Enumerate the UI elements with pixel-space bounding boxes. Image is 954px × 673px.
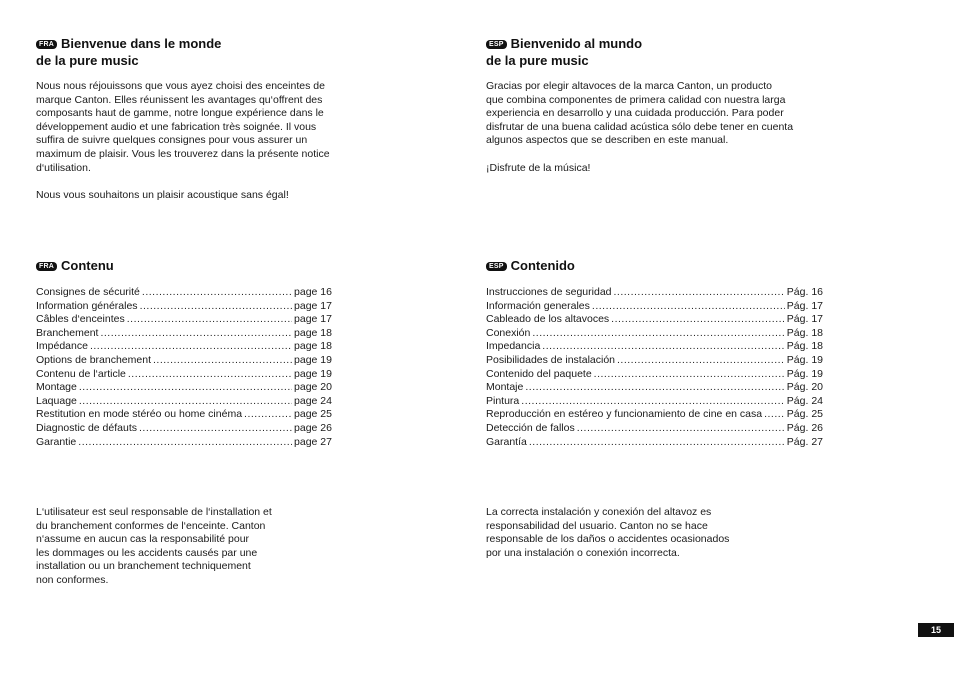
toc-entry-page: page 18 — [294, 340, 332, 353]
toc-dot-leader — [78, 436, 292, 450]
toc-entry — [36, 354, 332, 368]
toc-dot-leader — [617, 354, 785, 368]
toc-entry-page: page 17 — [294, 299, 332, 312]
toc-entry-title: Contenu de l‘article — [36, 367, 126, 380]
toc-entry — [486, 286, 823, 300]
toc-entry-title: Posibilidades de instalación — [486, 353, 615, 366]
toc-entry — [36, 300, 332, 314]
contents-title-fra: Contenu — [61, 258, 114, 273]
toc-dot-leader — [529, 436, 785, 450]
toc-entry — [486, 381, 823, 395]
toc-entry — [486, 300, 823, 314]
toc-dot-leader — [153, 354, 292, 368]
toc-entry-title: Branchement — [36, 326, 99, 339]
language-badge-esp: ESP — [486, 40, 507, 49]
toc-entry — [36, 381, 332, 395]
toc-entry — [36, 340, 332, 354]
toc-entry-page: Pág. 27 — [786, 435, 823, 448]
welcome-title-line2-esp: de la pure music — [486, 53, 589, 68]
toc-entry-title: Contenido del paquete — [486, 367, 592, 380]
toc-entry-page: page 27 — [294, 435, 332, 448]
toc-entry-title: Garantie — [36, 435, 77, 448]
toc-dot-leader — [611, 313, 785, 327]
language-badge-esp-contents: ESP — [486, 262, 507, 271]
toc-entry — [36, 286, 332, 300]
page-number: 15 — [918, 623, 954, 637]
toc-entry-page: Pág. 20 — [786, 381, 823, 394]
toc-entry — [36, 313, 332, 327]
welcome-heading-fra — [36, 35, 221, 69]
table-of-contents-esp — [486, 286, 823, 449]
toc-entry-page: Pág. 17 — [786, 313, 823, 326]
toc-dot-leader — [521, 395, 785, 409]
toc-entry-page: page 20 — [294, 381, 332, 394]
welcome-title-line1-fra: Bienvenue dans le monde — [61, 36, 222, 51]
toc-dot-leader — [127, 313, 292, 327]
toc-entry-title: Laquage — [36, 394, 77, 407]
toc-entry-page: page 17 — [294, 313, 332, 326]
toc-entry-page: Pág. 24 — [786, 394, 823, 407]
language-badge-fra-contents: FRA — [36, 262, 57, 271]
contents-heading-fra — [36, 257, 114, 274]
toc-dot-leader — [140, 300, 292, 314]
toc-entry — [486, 327, 823, 341]
toc-entry — [36, 422, 332, 436]
toc-entry-title: Información generales — [486, 299, 590, 312]
toc-entry — [486, 340, 823, 354]
toc-entry — [486, 422, 823, 436]
toc-entry-title: Instrucciones de seguridad — [486, 286, 612, 298]
toc-entry-title: Information générales — [36, 299, 138, 312]
toc-dot-leader — [79, 395, 292, 409]
toc-entry — [486, 313, 823, 327]
toc-entry — [486, 368, 823, 382]
welcome-heading-esp — [486, 35, 642, 69]
toc-entry — [36, 368, 332, 382]
toc-dot-leader — [542, 340, 785, 354]
toc-entry-page: Pág. 17 — [786, 299, 823, 312]
toc-entry-page: page 19 — [294, 353, 332, 366]
toc-entry-page: Pág. 19 — [786, 367, 823, 380]
toc-entry-title: Restitution en mode stéréo ou home cinéma — [36, 408, 243, 421]
toc-entry-title: Impedancia — [486, 340, 541, 353]
toc-entry-page: Pág. 18 — [786, 340, 823, 353]
intro-paragraph-fra: Nous nous réjouissons que vous ayez choisi des enceintes de marque Canton. Elles réunissent les avantages qu‘offrent des composants haut de gamme, notre longue expérience dans le développement audio et une fabrication très soignée. Il vous suffira de suivre quelques consignes pour vous assurer un maximum de plaisir. Vous les trouverez dans la présente notice d‘utilisation. Nous vous souhaitons un plaisir acoustique sans égal! — [36, 80, 330, 201]
toc-entry-title: Detección de fallos — [486, 421, 575, 434]
toc-entry-page: page 16 — [294, 286, 332, 298]
toc-dot-leader — [594, 368, 785, 382]
intro-paragraph-esp: Gracias por elegir altavoces de la marca Canton, un producto que combina componentes de primera calidad con nuestra larga experiencia en desarrollo y una cuidada producción. Para poder disfrutar de una buena calidad acústica sólo debe tener en cuenta algunos aspectos que se describen en este manual. ¡Disfrute de la música! — [486, 80, 794, 174]
toc-entry — [486, 436, 823, 450]
toc-entry-page: Pág. 16 — [786, 286, 823, 298]
toc-entry-page: page 26 — [294, 421, 332, 434]
toc-entry-page: Pág. 26 — [786, 421, 823, 434]
toc-entry-title: Garantía — [486, 435, 527, 448]
welcome-title-line1-esp: Bienvenido al mundo — [510, 36, 643, 51]
toc-entry — [36, 395, 332, 409]
toc-dot-leader — [764, 408, 785, 422]
toc-dot-leader — [100, 327, 292, 341]
toc-dot-leader — [244, 408, 292, 422]
toc-entry — [36, 408, 332, 422]
toc-entry-title: Câbles d‘enceintes — [36, 313, 125, 326]
disclaimer-esp: La correcta instalación y conexión del altavoz es responsabilidad del usuario. Canton no se hace responsable de los daños o accidentes ocasionados por una instalación o conexión incorrecta. — [486, 506, 730, 559]
toc-entry — [486, 354, 823, 368]
toc-entry-title: Montaje — [486, 381, 524, 394]
toc-entry-title: Options de branchement — [36, 353, 151, 366]
disclaimer-fra: L‘utilisateur est seul responsable de l‘installation et du branchement conformes de l‘enceinte. Canton n‘assume en aucun cas la responsabilité pour les dommages ou les accidents causés par une installation ou un branchement techniquement non conformes. — [36, 506, 272, 586]
contents-heading-esp — [486, 257, 575, 274]
toc-entry-title: Montage — [36, 381, 77, 394]
toc-entry — [486, 408, 823, 422]
toc-entry-title: Consignes de sécurité — [36, 286, 140, 298]
contents-title-esp: Contenido — [510, 258, 575, 273]
toc-entry-page: Pág. 19 — [786, 353, 823, 366]
toc-dot-leader — [139, 422, 292, 436]
toc-entry-page: page 19 — [294, 367, 332, 380]
toc-dot-leader — [577, 422, 785, 436]
toc-entry-page: page 24 — [294, 394, 332, 407]
toc-entry-title: Reproducción en estéreo y funcionamiento de cine en casa — [486, 408, 763, 421]
toc-entry — [36, 327, 332, 341]
toc-dot-leader — [525, 381, 784, 395]
toc-entry-title: Pintura — [486, 394, 520, 407]
welcome-title-line2-fra: de la pure music — [36, 53, 139, 68]
toc-dot-leader — [532, 327, 784, 341]
toc-entry-title: Conexión — [486, 326, 531, 339]
table-of-contents-fra — [36, 286, 332, 449]
toc-dot-leader — [90, 340, 292, 354]
toc-entry-page: page 25 — [294, 408, 332, 421]
toc-dot-leader — [592, 300, 785, 314]
toc-entry — [486, 395, 823, 409]
toc-dot-leader — [142, 286, 292, 300]
toc-entry-page: Pág. 25 — [786, 408, 823, 421]
toc-entry-title: Cableado de los altavoces — [486, 313, 610, 326]
toc-entry-page: page 18 — [294, 326, 332, 339]
toc-entry — [36, 436, 332, 450]
toc-entry-page: Pág. 18 — [786, 326, 823, 339]
toc-dot-leader — [79, 381, 292, 395]
language-badge-fra: FRA — [36, 40, 57, 49]
toc-entry-title: Diagnostic de défauts — [36, 421, 137, 434]
toc-entry-title: Impédance — [36, 340, 88, 353]
toc-dot-leader — [128, 368, 292, 382]
toc-dot-leader — [614, 286, 785, 300]
